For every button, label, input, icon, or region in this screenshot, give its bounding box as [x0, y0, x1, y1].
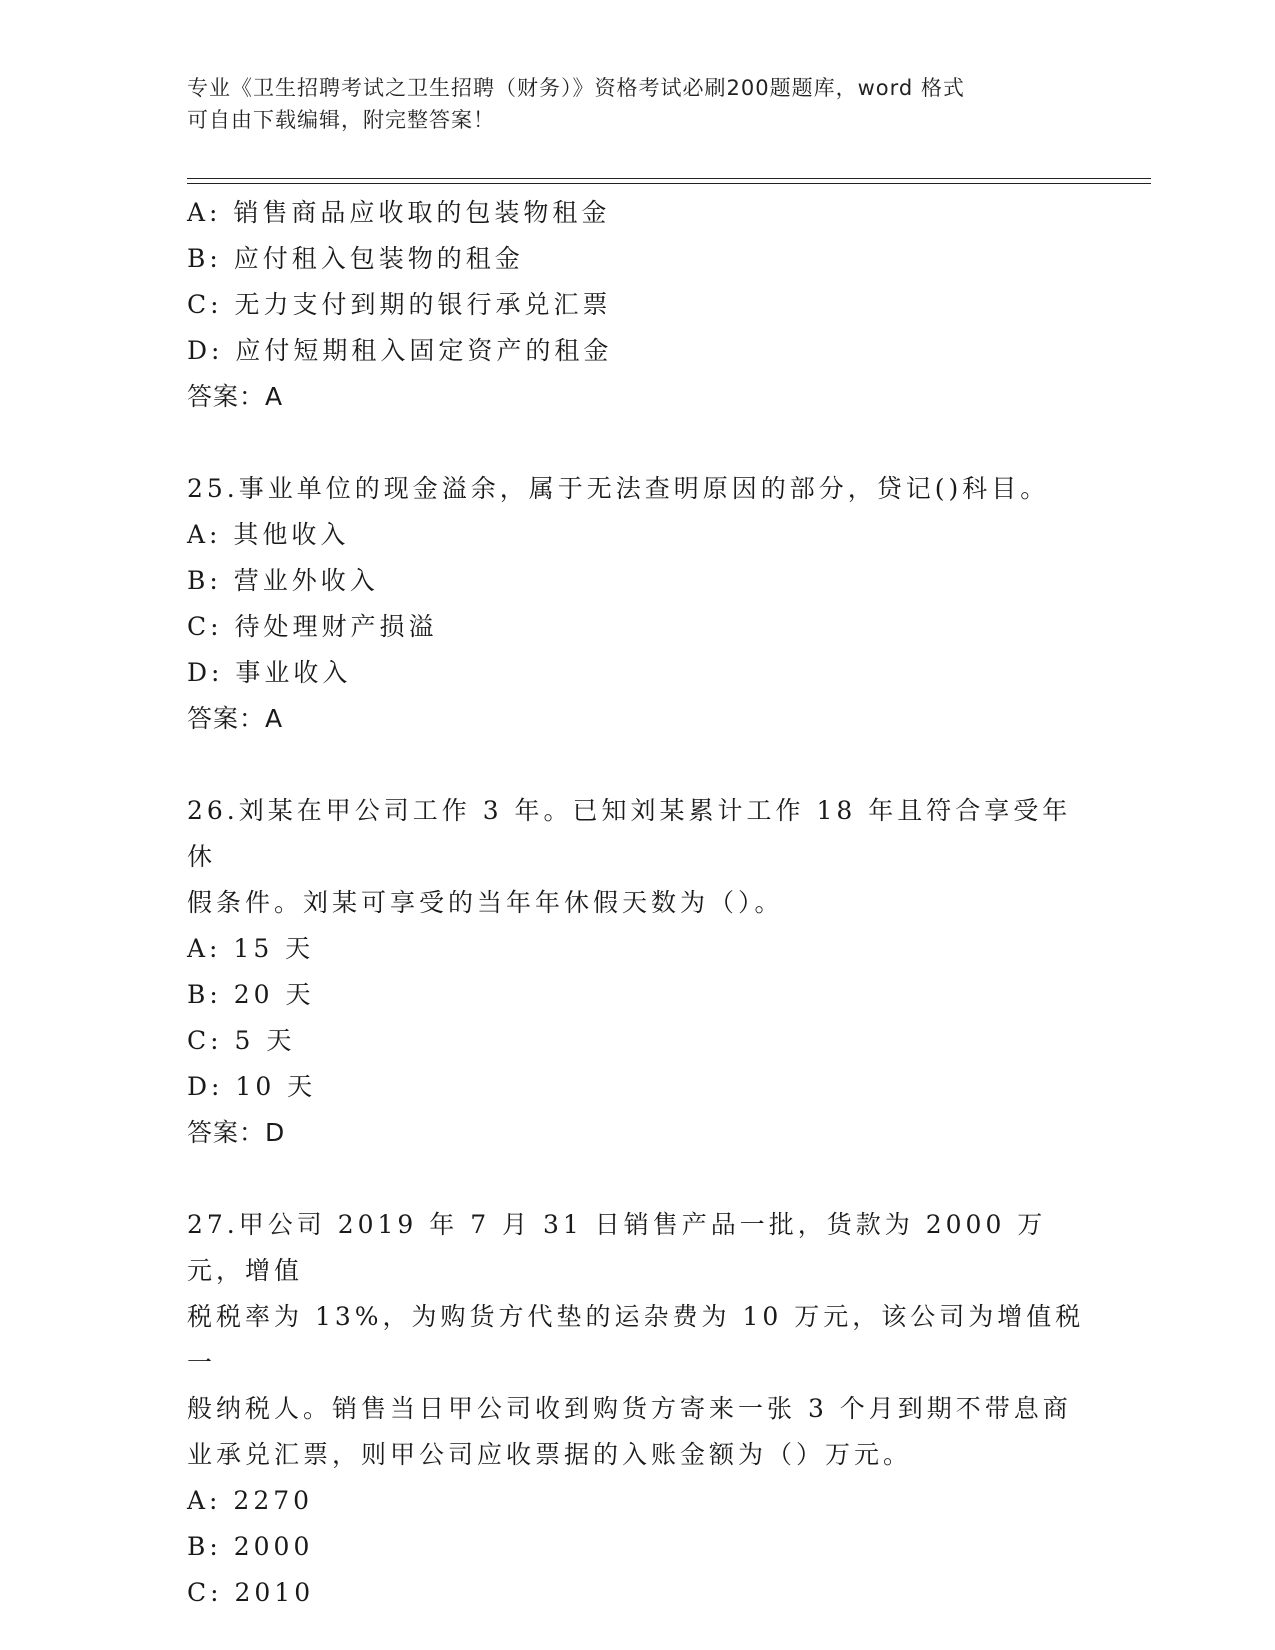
- answer-key: 答案：D: [187, 1118, 286, 1147]
- question-block: [187, 1202, 1087, 1616]
- header-divider-bottom: [187, 183, 1151, 184]
- answer-option: C: 待处理财产损溢: [187, 612, 438, 641]
- header-line-2: 可自由下载编辑，附完整答案！: [187, 108, 495, 132]
- answer-option: A: 2270: [187, 1486, 314, 1515]
- answer-key: 答案：A: [187, 704, 284, 733]
- answer-option: D: 事业收入: [187, 658, 352, 687]
- answer-option: B: 2000: [187, 1532, 314, 1561]
- question-block: [187, 190, 1087, 420]
- document-header: [187, 72, 1087, 136]
- answer-option: B: 20 天: [187, 980, 315, 1009]
- question-stem-line: 般纳税人。销售当日甲公司收到购货方寄来一张 3 个月到期不带息商: [187, 1394, 1072, 1423]
- answer-option: D: 10 天: [187, 1072, 317, 1101]
- question-list: [187, 190, 1087, 1616]
- answer-option: A: 销售商品应收取的包装物租金: [187, 198, 611, 227]
- question-block: [187, 466, 1087, 742]
- question-stem-line: 假条件。刘某可享受的当年年休假天数为（）。: [187, 888, 784, 917]
- answer-option: A: 其他收入: [187, 520, 350, 549]
- header-line-1: 专业《卫生招聘考试之卫生招聘（财务）》资格考试必刷200题题库，word 格式: [187, 76, 965, 100]
- answer-option: C: 2010: [187, 1578, 315, 1607]
- header-divider-top: [187, 178, 1151, 179]
- answer-option: C: 5 天: [187, 1026, 296, 1055]
- question-stem-line: 26.刘某在甲公司工作 3 年。已知刘某累计工作 18 年且符合享受年休: [187, 796, 1072, 871]
- answer-option: B: 应付租入包装物的租金: [187, 244, 524, 273]
- answer-option: D: 应付短期租入固定资产的租金: [187, 336, 613, 365]
- answer-option: B: 营业外收入: [187, 566, 379, 595]
- question-stem-line: 25.事业单位的现金溢余，属于无法查明原因的部分，贷记()科目。: [187, 474, 1050, 503]
- question-stem-line: 税税率为 13%，为购货方代垫的运杂费为 10 万元，该公司为增值税一: [187, 1302, 1085, 1377]
- answer-option: A: 15 天: [187, 934, 315, 963]
- question-stem-line: 27.甲公司 2019 年 7 月 31 日销售产品一批，货款为 2000 万元，增值: [187, 1210, 1047, 1285]
- question-block: [187, 788, 1087, 1156]
- question-stem-line: 业承兑汇票，则甲公司应收票据的入账金额为（）万元。: [187, 1440, 913, 1469]
- answer-key: 答案：A: [187, 382, 284, 411]
- answer-option: C: 无力支付到期的银行承兑汇票: [187, 290, 612, 319]
